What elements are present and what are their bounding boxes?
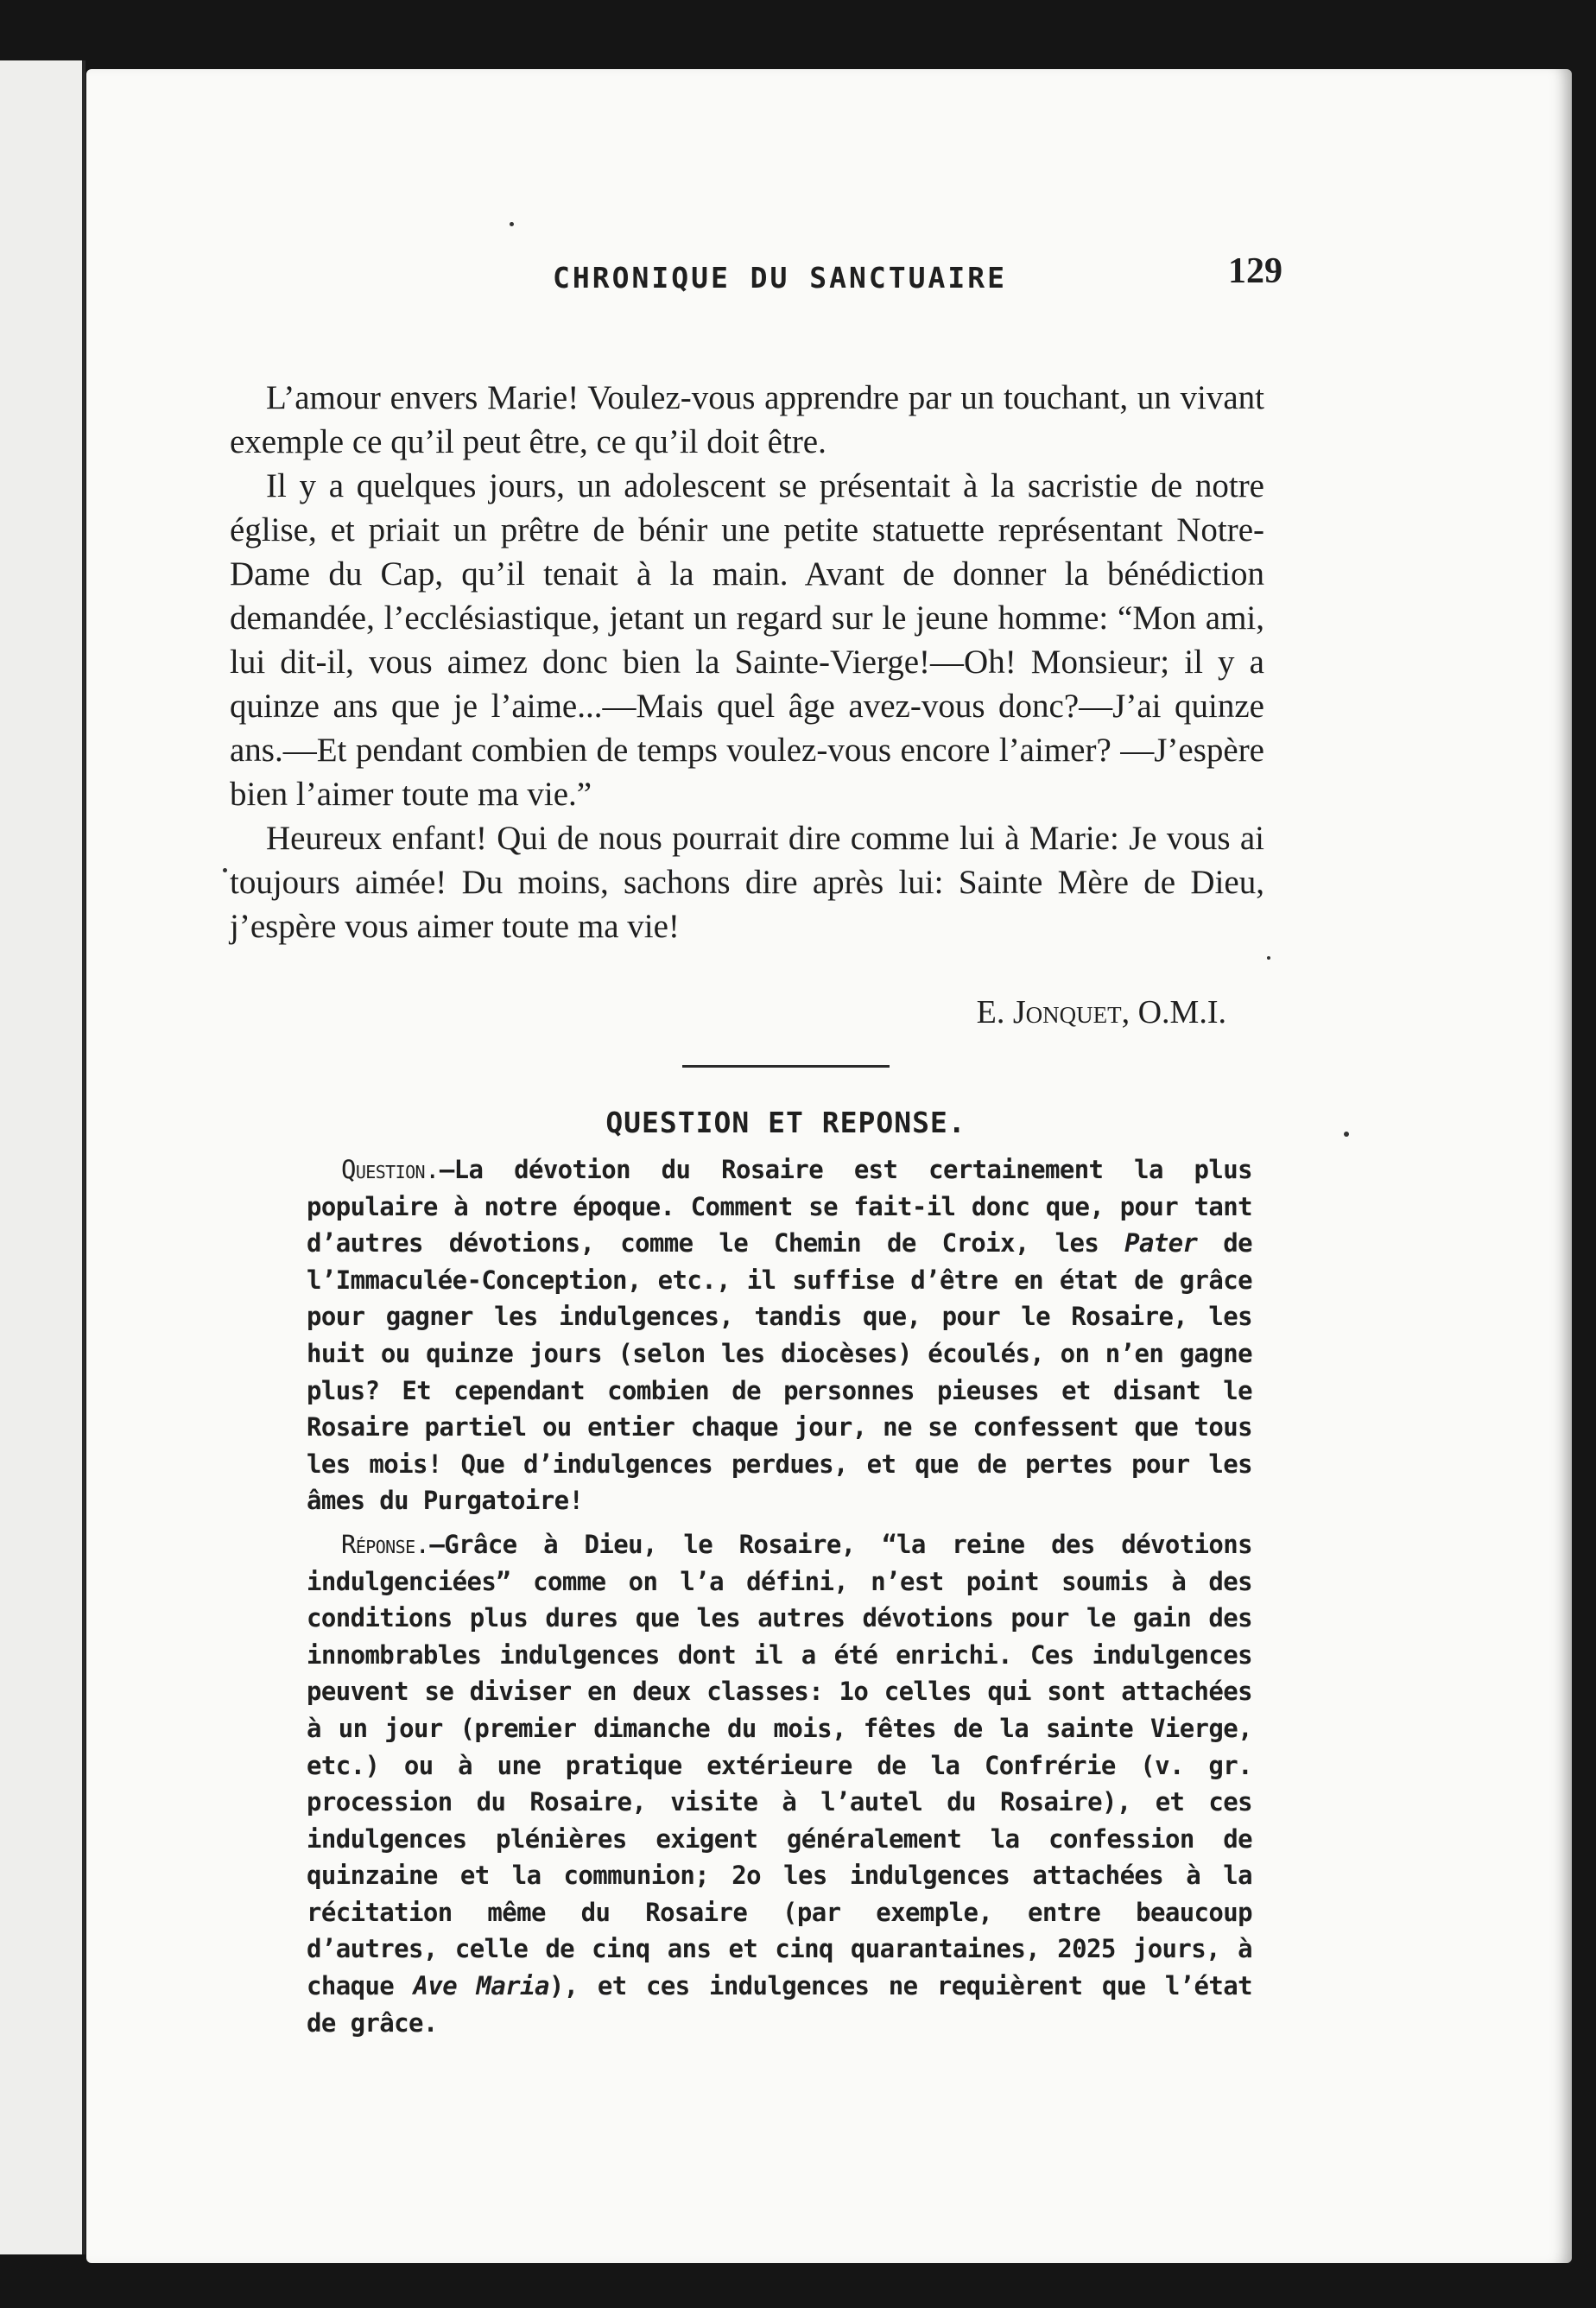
question-paragraph	[307, 1151, 1252, 1519]
page-number: 129	[1228, 251, 1282, 291]
answer-text-cont: ), et ces indulgences ne requièrent que l’état de grâce.	[307, 1971, 1252, 2038]
paragraph: L’amour envers Marie! Voulez-vous apprendre par un touchant, un vivant exemple ce qu’il peut être, ce qu’il doit être.	[230, 379, 1264, 460]
facing-page-edge	[0, 60, 86, 2254]
answer-paragraph	[307, 1526, 1252, 2041]
answer-text: —Grâce à Dieu, le Rosaire, “la reine des dévotions indulgenciées” comme on l’a défini, n’est point soumis à des conditions plus dures que les autres dévotions pour le gain des innombrables indulgences dont il a été enrichi. Ces indulgences peuvent se diviser en deux classes: 1o celles qui sont attachées à un jour (premier dimanche du mois, fêtes de la sainte Vierge, etc.) ou à une pratique extérieure de la Confrérie (v. gr. procession du Rosaire, visite à l’autel du Rosaire), et ces indulgences plénières exigent généralement la confession de quinzaine et la communion; 2o les indulgences attachées à la récitation même du Rosaire (par exemple, entre beaucoup d’autres, celle de cinq ans et cinq quarantaines, 2025 jours, à chaque	[307, 1529, 1252, 2001]
question-answer-body	[307, 1151, 1252, 2041]
answer-italic: Ave Maria	[413, 1971, 549, 2001]
page-speck	[223, 868, 227, 872]
signature-name: Jonquet	[1012, 994, 1122, 1030]
paragraph: Il y a quelques jours, un adolescent se présentait à la sacristie de notre église, et priait un prêtre de bénir une petite statuette représentant Notre-Dame du Cap, qu’il tenait à la main. Avant de donner la bénédiction demandée, l’ecclésiastique, jetant un regard sur le jeune homme: “Mon ami, lui dit-il, vous aimez donc bien la Sainte-Vierge!—Oh! Monsieur; il y a quinze ans que je l’aime...—Mais quel âge avez-vous donc?—J’ai quinze ans.—Et pendant combien de temps voulez-vous encore l’aimer? —J’espère bien l’aimer toute ma vie.”	[230, 467, 1264, 813]
answer-label: Réponse.	[341, 1529, 430, 1559]
paragraph: Heureux enfant! Qui de nous pourrait dire comme lui à Marie: Je vous ai toujours aimée! Du moins, sachons dire après lui: Sainte Mère de Dieu, j’espère vous aimer toute ma vie!	[230, 820, 1264, 945]
running-title: CHRONIQUE DU SANCTUAIRE	[553, 261, 1007, 295]
question-italic: Pater	[1124, 1228, 1198, 1259]
question-text: —La dévotion du Rosaire est certainement la plus populaire à notre époque. Comment se fait-il donc que, pour tant d’autres dévotions, comme le Chemin de Croix, les	[307, 1155, 1252, 1259]
signature-initial: E.	[976, 994, 1005, 1030]
page-speck	[1267, 956, 1270, 960]
section-divider	[682, 1065, 890, 1068]
article-body	[230, 376, 1264, 948]
author-signature	[518, 993, 1226, 1031]
question-text-cont: de l’Immaculée-Conception, etc., il suffise d’être en état de grâce pour gagner les indulgences, tandis que, pour le Rosaire, les huit ou quinze jours (selon les diocèses) écoulés, on n’en gagne plus? Et cependant combien de personnes pieuses et disant le Rosaire partiel ou entier chaque jour, ne se confessent que tous les mois! Que d’indulgences perdues, et que de pertes pour les âmes du Purgatoire!	[307, 1228, 1252, 1516]
page-speck	[1344, 1132, 1349, 1137]
section-title: QUESTION ET REPONSE.	[605, 1106, 966, 1139]
page-speck	[510, 222, 514, 226]
signature-order: , O.M.I.	[1121, 994, 1226, 1030]
question-label: Question.	[341, 1155, 440, 1184]
page-header	[453, 250, 1282, 302]
